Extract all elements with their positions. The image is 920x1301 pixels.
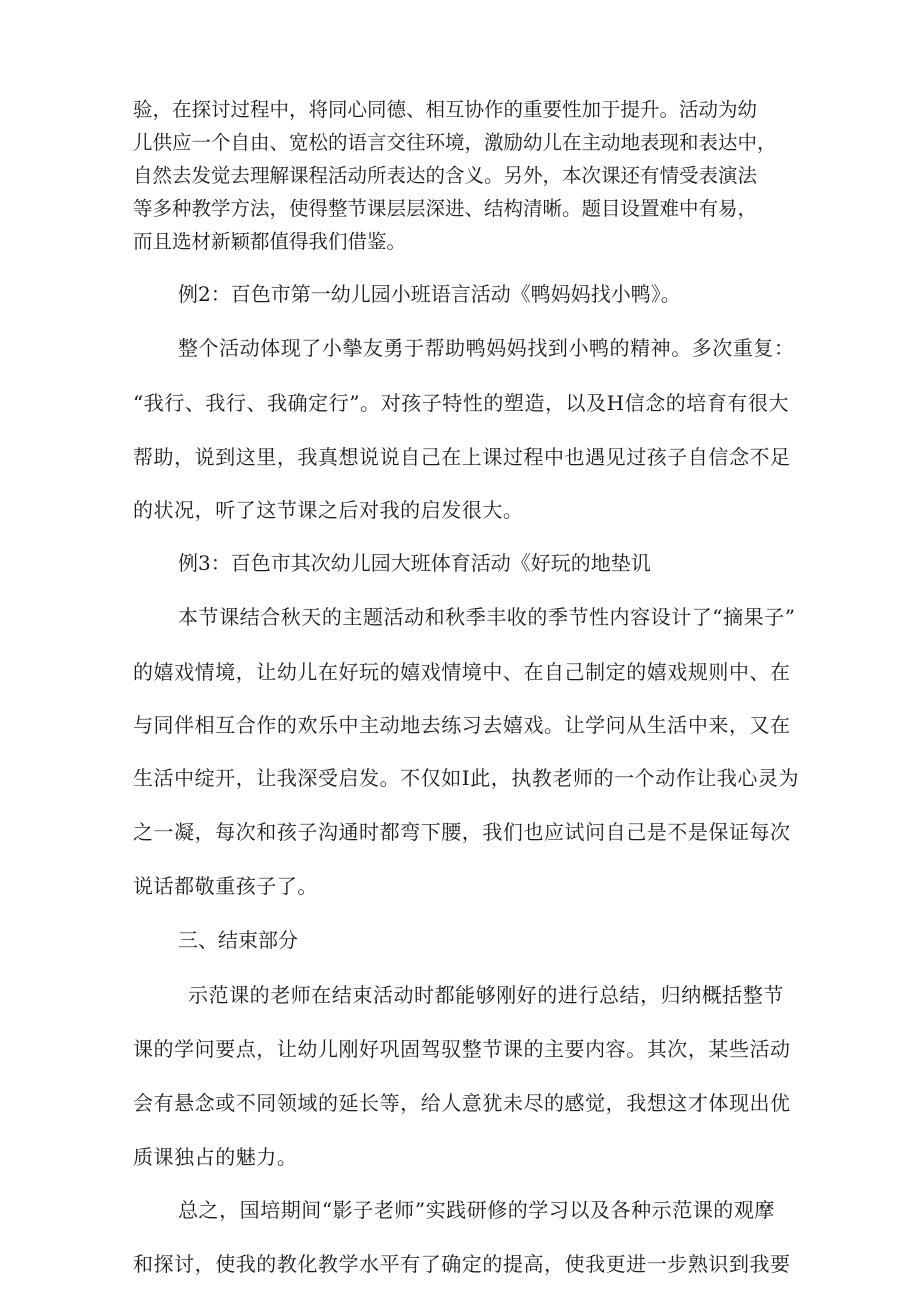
text-line: 儿供应一个自由、宽松的语言交往环境，激励幼儿在主动地表现和表达中，: [133, 131, 777, 154]
text-line: 课的学问要点，让幼儿刚好巩固驾驭整节课的主要内容。其次，某些活动: [133, 1037, 791, 1061]
text-line: 质课独占的魅力。: [133, 1145, 298, 1169]
text-line: 说话都敬重孩子了。: [133, 874, 318, 898]
text-line: 帮助，说到这里，我真想说说自己在上课过程中也遇见过孩子自信念不足: [133, 445, 791, 469]
text-line: 和探讨，使我的教化教学水平有了确定的提高，使我更进一步熟识到我要: [133, 1252, 791, 1276]
text-line: 自然去发觉去理解课程活动所表达的含义。另外，本次课还有情受表演法: [133, 164, 758, 187]
text-line: 验，在探讨过程中，将同心同德、相互协作的重要性加于提升。活动为幼: [133, 98, 758, 121]
text-line: 本节课结合秋天的主题活动和秋季丰收的季节性内容设计了“摘果子”: [178, 605, 796, 629]
text-line: 之一凝，每次和孩子沟通时都弯下腰，我们也应试问自己是不是保证每次: [133, 820, 791, 844]
example-3-heading: 例3：百色市其次幼儿园大班体育活动《好玩的地垫讥: [178, 551, 651, 575]
text-line: 生活中绽开，让我深受启发。不仅如I此，执教老师的一个动作让我心灵为: [133, 766, 800, 790]
text-line: 总之，国培期间“影子老师”实践研修的学习以及各种示范课的观摩: [178, 1198, 775, 1222]
text-line: 整个活动体现了小摰友勇于帮助鸭妈妈找到小鸭的精神。多次重复：: [178, 336, 795, 360]
text-line: “我行、我行、我确定行”。对孩子特性的塑造，以及H信念的培育有很大: [133, 391, 790, 415]
text-line: 会有悬念或不同领域的延长等，给人意犹未尽的感觉，我想这才体现出优: [133, 1091, 791, 1115]
text-line: 的状况，听了这节课之后对我的启发很大。: [133, 498, 524, 522]
section-3-heading: 三、结束部分: [178, 928, 298, 952]
text-line: 示范课的老师在结束活动时都能够刚好的进行总结，归纳概括整节: [188, 983, 784, 1007]
example-2-heading: 例2：百色市第一幼儿园小班语言活动《鸭妈妈找小鸭》。: [178, 282, 681, 306]
text-line: 等多种教学方法，使得整节课层层深进、结构清晰。题目设置难中有易，: [133, 197, 758, 220]
text-line: 与同伴相互合作的欢乐中主动地去练习去嬉戏。让学问从生活中来，又在: [133, 713, 791, 737]
text-line: 的嬉戏情境，让幼儿在好玩的嬉戏情境中、在自己制定的嬉戏规则中、在: [133, 660, 791, 684]
text-line: 而且选材新颖都值得我们借鉴。: [133, 230, 407, 253]
